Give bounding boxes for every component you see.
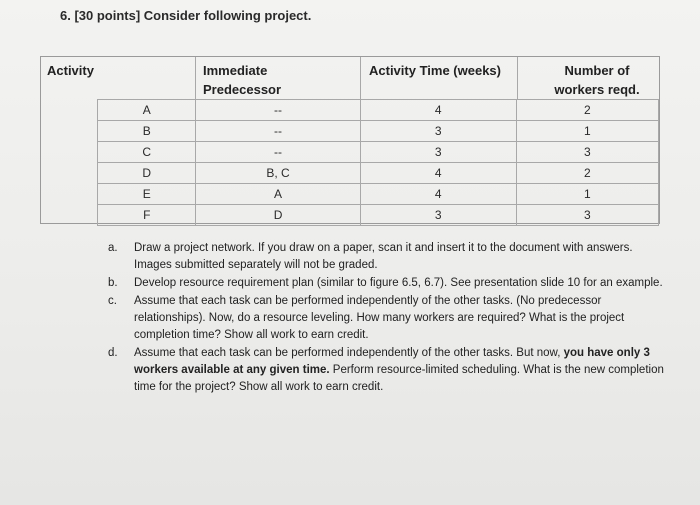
cell-workers: 2 [516,163,658,184]
cell-activity: E [98,184,196,205]
cell-time: 4 [360,100,516,121]
question-parts [108,240,668,397]
header-activity: Activity [47,63,94,78]
cell-predecessor: D [196,205,360,226]
project-table [40,56,660,224]
cell-time: 4 [360,184,516,205]
question-title: 6. [30 points] Consider following project. [60,8,312,23]
table-row [98,205,659,226]
part-text [134,347,664,393]
part-text: Draw a project network. If you draw on a paper, scan it and insert it to the document with answers. Images submitted separately will not be graded. [134,242,633,271]
table-row [98,142,659,163]
part-text-bold: you have only 3 workers available at any given time. [134,347,650,376]
header-workers-line2: workers reqd. [554,82,640,97]
cell-predecessor: -- [196,142,360,163]
table-row [98,121,659,142]
cell-activity: C [98,142,196,163]
part-b [108,275,668,292]
part-text-before: Assume that each task can be performed independently of the other tasks. But now, [134,347,564,359]
cell-predecessor: -- [196,121,360,142]
cell-workers: 3 [516,142,658,163]
part-c [108,293,668,344]
activity-grid [97,99,659,226]
cell-predecessor: -- [196,100,360,121]
cell-workers: 1 [516,121,658,142]
cell-activity: B [98,121,196,142]
header-workers-line1: Number of [564,63,630,78]
part-letter: b. [108,277,118,289]
cell-predecessor: A [196,184,360,205]
header-predecessor [203,61,281,103]
header-divider [360,57,361,99]
part-text: Develop resource requirement plan (similar to figure 6.5, 6.7). See presentation slide 10 for an example. [134,277,663,289]
table-row [98,100,659,121]
cell-time: 4 [360,163,516,184]
cell-workers: 3 [516,205,658,226]
cell-time: 3 [360,205,516,226]
part-letter: a. [108,242,118,254]
table-row [98,184,659,205]
header-predecessor-line1: Immediate [203,63,268,78]
part-text: Assume that each task can be performed independently of the other tasks. (No predecessor relationships). Now, do a resource leveling. How many workers are required? What is the project completion time? Show all work to earn credit. [134,295,625,341]
table-row [98,163,659,184]
cell-predecessor: B, C [196,163,360,184]
part-letter: c. [108,295,117,307]
cell-activity: D [98,163,196,184]
cell-activity: F [98,205,196,226]
cell-activity: A [98,100,196,121]
header-divider [517,57,518,99]
cell-workers: 1 [516,184,658,205]
cell-time: 3 [360,142,516,163]
part-a [108,240,668,274]
header-activity-time: Activity Time (weeks) [369,63,501,78]
cell-time: 3 [360,121,516,142]
part-text-after: Perform resource-limited scheduling. What is the new completion time for the project? Show all work to earn credit. [134,364,664,393]
cell-workers: 2 [516,100,658,121]
part-letter: d. [108,347,118,359]
part-d [108,345,668,396]
header-divider [195,57,196,99]
header-workers [537,61,657,103]
header-predecessor-line2: Predecessor [203,82,282,97]
